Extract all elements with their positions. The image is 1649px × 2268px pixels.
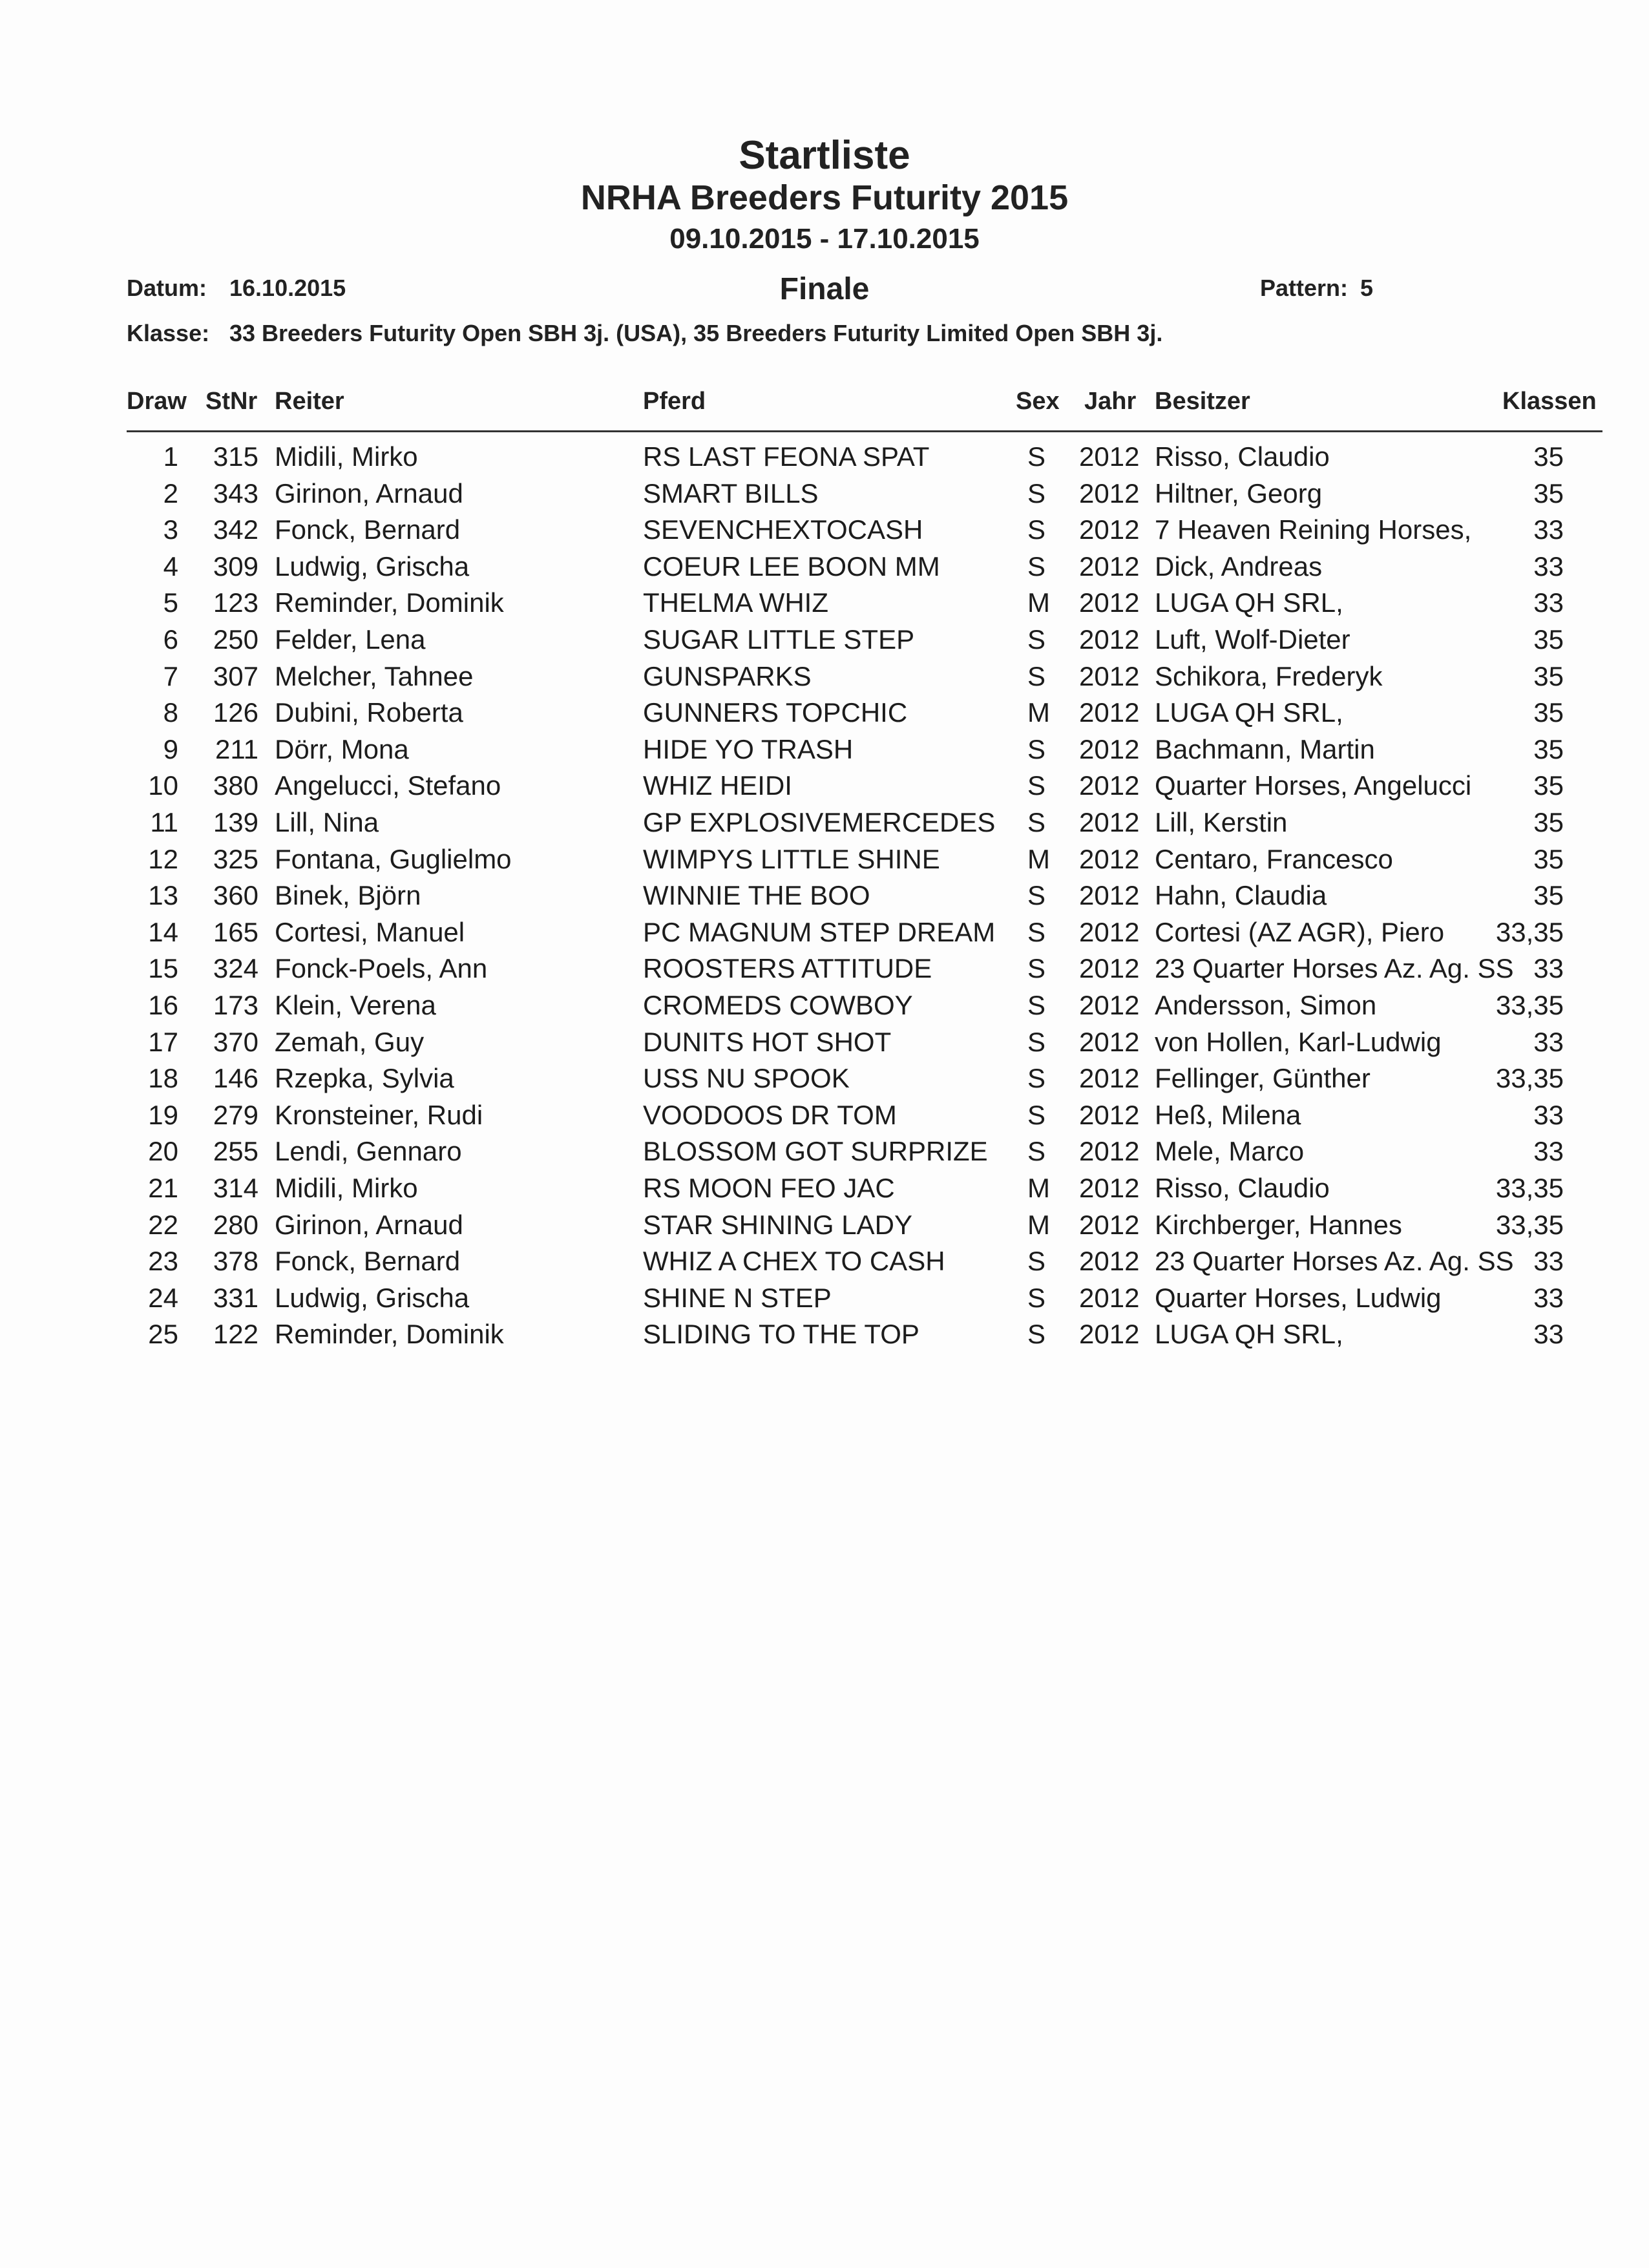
reiter-cell: Klein, Verena [275,990,436,1020]
draw-cell: 20 [148,1136,178,1167]
table-row [0,953,1649,989]
pferd-cell: GP EXPLOSIVEMERCEDES [643,807,996,837]
sex-cell: S [1027,441,1046,472]
pferd-cell: WHIZ A CHEX TO CASH [643,1246,945,1277]
pferd-cell: BLOSSOM GOT SURPRIZE [643,1136,988,1167]
besitzer-cell: Schikora, Frederyk [1155,660,1383,691]
draw-cell: 17 [148,1026,178,1057]
klassen-cell: 33,35 [1495,990,1564,1020]
besitzer-cell: von Hollen, Karl-Ludwig [1155,1026,1442,1057]
pferd-cell: GUNNERS TOPCHIC [643,697,908,728]
draw-cell: 25 [148,1319,178,1350]
pferd-cell: VOODOOS DR TOM [643,1099,897,1130]
column-header-jahr: Jahr [1084,388,1137,415]
sex-cell: M [1027,587,1050,618]
draw-cell: 4 [163,551,178,582]
table-row [0,844,1649,880]
besitzer-cell: Cortesi (AZ AGR), Piero [1155,916,1445,947]
draw-cell: 15 [148,953,178,984]
column-header-reiter: Reiter [275,388,344,415]
stnr-cell: 314 [213,1173,258,1203]
reiter-cell: Midili, Mirko [275,441,418,472]
klassen-cell: 33,35 [1495,916,1564,947]
reiter-cell: Ludwig, Grischa [275,1282,470,1313]
stnr-cell: 146 [213,1063,258,1094]
sex-cell: S [1027,514,1046,545]
draw-cell: 16 [148,990,178,1020]
stnr-cell: 380 [213,770,258,801]
besitzer-cell: 7 Heaven Reining Horses, [1155,514,1472,545]
stnr-cell: 309 [213,551,258,582]
draw-cell: 5 [163,587,178,618]
jahr-cell: 2012 [1079,1282,1140,1313]
sex-cell: S [1027,953,1046,984]
stnr-cell: 331 [213,1282,258,1313]
reiter-cell: Angelucci, Stefano [275,770,501,801]
stnr-cell: 123 [213,587,258,618]
reiter-cell: Cortesi, Manuel [275,916,465,947]
table-row [0,514,1649,551]
besitzer-cell: Dick, Andreas [1155,551,1323,582]
pferd-cell: ROOSTERS ATTITUDE [643,953,932,984]
jahr-cell: 2012 [1079,514,1140,545]
stnr-cell: 360 [213,880,258,911]
stnr-cell: 255 [213,1136,258,1167]
jahr-cell: 2012 [1079,478,1140,509]
column-header-sex: Sex [1016,388,1060,415]
pferd-cell: PC MAGNUM STEP DREAM [643,916,996,947]
draw-cell: 7 [163,660,178,691]
jahr-cell: 2012 [1079,1063,1140,1094]
pferd-cell: COEUR LEE BOON MM [643,551,940,582]
stnr-cell: 325 [213,843,258,874]
sex-cell: S [1027,990,1046,1020]
besitzer-cell: Quarter Horses, Angelucci [1155,770,1472,801]
datum-value: 16.10.2015 [229,275,346,301]
klassen-cell: 33 [1533,551,1564,582]
table-row [0,441,1649,478]
reiter-cell: Dubini, Roberta [275,697,463,728]
jahr-cell: 2012 [1079,1136,1140,1167]
sex-cell: S [1027,916,1046,947]
reiter-cell: Zemah, Guy [275,1026,425,1057]
table-row [0,1283,1649,1319]
reiter-cell: Binek, Björn [275,880,421,911]
besitzer-cell: Quarter Horses, Ludwig [1155,1282,1442,1313]
stnr-cell: 280 [213,1209,258,1240]
besitzer-cell: Luft, Wolf-Dieter [1155,624,1350,655]
reiter-cell: Dörr, Mona [275,733,409,764]
reiter-cell: Reminder, Dominik [275,587,504,618]
draw-cell: 11 [150,807,178,837]
klassen-cell: 35 [1533,478,1564,509]
pferd-cell: WINNIE THE BOO [643,880,870,911]
klassen-cell: 33 [1533,953,1564,984]
klassen-cell: 33 [1533,1319,1564,1350]
column-header-besitzer: Besitzer [1155,388,1250,415]
jahr-cell: 2012 [1079,660,1140,691]
column-header-klassen: Klassen [1502,388,1597,415]
jahr-cell: 2012 [1079,770,1140,801]
stnr-cell: 378 [213,1246,258,1277]
klassen-cell: 35 [1533,733,1564,764]
table-row [0,1100,1649,1136]
pferd-cell: WHIZ HEIDI [643,770,792,801]
sex-cell: M [1027,697,1050,728]
reiter-cell: Fontana, Guglielmo [275,843,512,874]
klassen-cell: 33 [1533,1282,1564,1313]
stnr-cell: 370 [213,1026,258,1057]
besitzer-cell: LUGA QH SRL, [1155,1319,1343,1350]
pferd-cell: RS LAST FEONA SPAT [643,441,930,472]
stnr-cell: 122 [213,1319,258,1350]
besitzer-cell: Risso, Claudio [1155,1173,1330,1203]
jahr-cell: 2012 [1079,1173,1140,1203]
table-row [0,734,1649,770]
draw-cell: 14 [148,916,178,947]
besitzer-cell: Hahn, Claudia [1155,880,1327,911]
stnr-cell: 307 [213,660,258,691]
jahr-cell: 2012 [1079,697,1140,728]
jahr-cell: 2012 [1079,1209,1140,1240]
reiter-cell: Melcher, Tahnee [275,660,474,691]
jahr-cell: 2012 [1079,1319,1140,1350]
reiter-cell: Girinon, Arnaud [275,478,463,509]
table-row [0,1063,1649,1099]
jahr-cell: 2012 [1079,1099,1140,1130]
pferd-cell: SEVENCHEXTOCASH [643,514,923,545]
jahr-cell: 2012 [1079,916,1140,947]
document-title: Startliste [739,133,910,178]
stnr-cell: 165 [213,916,258,947]
sex-cell: M [1027,843,1050,874]
draw-cell: 8 [163,697,178,728]
pferd-cell: SHINE N STEP [643,1282,832,1313]
sex-cell: S [1027,1136,1046,1167]
besitzer-cell: Hiltner, Georg [1155,478,1323,509]
klassen-cell: 33 [1533,587,1564,618]
jahr-cell: 2012 [1079,441,1140,472]
besitzer-cell: Heß, Milena [1155,1099,1301,1130]
stnr-cell: 342 [213,514,258,545]
table-row [0,624,1649,660]
sex-cell: S [1027,1099,1046,1130]
reiter-cell: Girinon, Arnaud [275,1209,463,1240]
table-row [0,661,1649,697]
klassen-cell: 33,35 [1495,1063,1564,1094]
stnr-cell: 173 [213,990,258,1020]
klassen-cell: 35 [1533,880,1564,911]
sex-cell: S [1027,1246,1046,1277]
klassen-cell: 35 [1533,441,1564,472]
draw-cell: 6 [163,624,178,655]
pferd-cell: SUGAR LITTLE STEP [643,624,915,655]
table-row [0,1136,1649,1172]
pferd-cell: SMART BILLS [643,478,819,509]
table-row [0,697,1649,733]
besitzer-cell: LUGA QH SRL, [1155,697,1343,728]
table-row [0,770,1649,806]
pferd-cell: SLIDING TO THE TOP [643,1319,919,1350]
reiter-cell: Fonck, Bernard [275,514,461,545]
table-row [0,1319,1649,1355]
column-header-draw: Draw [127,388,187,415]
reiter-cell: Lill, Nina [275,807,379,837]
pferd-cell: RS MOON FEO JAC [643,1173,895,1203]
pferd-cell: DUNITS HOT SHOT [643,1026,892,1057]
klassen-cell: 35 [1533,624,1564,655]
besitzer-cell: 23 Quarter Horses Az. Ag. SS [1155,1246,1514,1277]
klassen-cell: 33,35 [1495,1173,1564,1203]
draw-cell: 1 [163,441,178,472]
reiter-cell: Kronsteiner, Rudi [275,1099,483,1130]
sex-cell: S [1027,478,1046,509]
besitzer-cell: Fellinger, Günther [1155,1063,1371,1094]
table-row [0,587,1649,624]
event-dates: 09.10.2015 - 17.10.2015 [669,223,980,255]
table-row [0,807,1649,843]
datum-label: Datum: [127,275,207,301]
besitzer-cell: Lill, Kerstin [1155,807,1288,837]
draw-cell: 10 [148,770,178,801]
pferd-cell: STAR SHINING LADY [643,1209,912,1240]
draw-cell: 23 [148,1246,178,1277]
besitzer-cell: Risso, Claudio [1155,441,1330,472]
besitzer-cell: Kirchberger, Hannes [1155,1209,1402,1240]
sex-cell: S [1027,1063,1046,1094]
besitzer-cell: Centaro, Francesco [1155,843,1393,874]
pferd-cell: USS NU SPOOK [643,1063,850,1094]
sex-cell: S [1027,880,1046,911]
table-row [0,1027,1649,1063]
draw-cell: 3 [163,514,178,545]
jahr-cell: 2012 [1079,551,1140,582]
sex-cell: M [1027,1173,1050,1203]
draw-cell: 12 [148,843,178,874]
klassen-cell: 33,35 [1495,1209,1564,1240]
klassen-cell: 33 [1533,1246,1564,1277]
jahr-cell: 2012 [1079,843,1140,874]
besitzer-cell: LUGA QH SRL, [1155,587,1343,618]
stnr-cell: 211 [215,733,258,764]
stnr-cell: 126 [213,697,258,728]
table-row [0,478,1649,514]
pferd-cell: HIDE YO TRASH [643,733,854,764]
sex-cell: S [1027,624,1046,655]
jahr-cell: 2012 [1079,587,1140,618]
table-row [0,880,1649,916]
jahr-cell: 2012 [1079,807,1140,837]
klassen-cell: 35 [1533,843,1564,874]
jahr-cell: 2012 [1079,624,1140,655]
reiter-cell: Midili, Mirko [275,1173,418,1203]
table-row [0,917,1649,953]
draw-cell: 13 [148,880,178,911]
pattern-label: Pattern: [1260,275,1349,301]
sex-cell: S [1027,1026,1046,1057]
stnr-cell: 250 [213,624,258,655]
klassen-cell: 35 [1533,770,1564,801]
draw-cell: 18 [148,1063,178,1094]
klassen-cell: 35 [1533,697,1564,728]
reiter-cell: Felder, Lena [275,624,426,655]
event-name: NRHA Breeders Futurity 2015 [580,178,1069,217]
sex-cell: S [1027,1282,1046,1313]
sex-cell: S [1027,733,1046,764]
klassen-cell: 33 [1533,1099,1564,1130]
draw-cell: 9 [163,733,178,764]
table-row [0,990,1649,1026]
table-row [0,1246,1649,1282]
jahr-cell: 2012 [1079,880,1140,911]
klassen-cell: 35 [1533,807,1564,837]
jahr-cell: 2012 [1079,990,1140,1020]
table-row [0,1210,1649,1246]
stnr-cell: 139 [213,807,258,837]
column-header-stnr: StNr [205,388,258,415]
pferd-cell: GUNSPARKS [643,660,812,691]
reiter-cell: Ludwig, Grischa [275,551,470,582]
sex-cell: M [1027,1209,1050,1240]
klasse-value: 33 Breeders Futurity Open SBH 3j. (USA), 35 Breeders Futurity Limited Open SBH 3j. [229,320,1163,346]
sex-cell: S [1027,660,1046,691]
table-row [0,551,1649,587]
sex-cell: S [1027,1319,1046,1350]
stnr-cell: 324 [213,953,258,984]
stnr-cell: 343 [213,478,258,509]
column-header-pferd: Pferd [643,388,706,415]
pferd-cell: WIMPYS LITTLE SHINE [643,843,940,874]
jahr-cell: 2012 [1079,1246,1140,1277]
table-row [0,1173,1649,1209]
besitzer-cell: Andersson, Simon [1155,990,1377,1020]
pferd-cell: THELMA WHIZ [643,587,829,618]
stnr-cell: 279 [213,1099,258,1130]
draw-cell: 21 [148,1173,178,1203]
draw-cell: 2 [163,478,178,509]
besitzer-cell: Mele, Marco [1155,1136,1305,1167]
pferd-cell: CROMEDS COWBOY [643,990,913,1020]
reiter-cell: Lendi, Gennaro [275,1136,462,1167]
reiter-cell: Rzepka, Sylvia [275,1063,454,1094]
pattern-value: 5 [1360,275,1374,301]
draw-cell: 24 [148,1282,178,1313]
draw-cell: 22 [148,1209,178,1240]
sex-cell: S [1027,770,1046,801]
reiter-cell: Reminder, Dominik [275,1319,504,1350]
phase-label: Finale [779,272,870,306]
jahr-cell: 2012 [1079,953,1140,984]
klassen-cell: 35 [1533,660,1564,691]
besitzer-cell: Bachmann, Martin [1155,733,1375,764]
reiter-cell: Fonck, Bernard [275,1246,461,1277]
besitzer-cell: 23 Quarter Horses Az. Ag. SS [1155,953,1514,984]
jahr-cell: 2012 [1079,1026,1140,1057]
klassen-cell: 33 [1533,514,1564,545]
klassen-cell: 33 [1533,1026,1564,1057]
klassen-cell: 33 [1533,1136,1564,1167]
sex-cell: S [1027,807,1046,837]
stnr-cell: 315 [213,441,258,472]
header-divider [127,430,1602,432]
reiter-cell: Fonck-Poels, Ann [275,953,488,984]
klasse-label: Klasse: [127,320,210,346]
sex-cell: S [1027,551,1046,582]
draw-cell: 19 [148,1099,178,1130]
jahr-cell: 2012 [1079,733,1140,764]
